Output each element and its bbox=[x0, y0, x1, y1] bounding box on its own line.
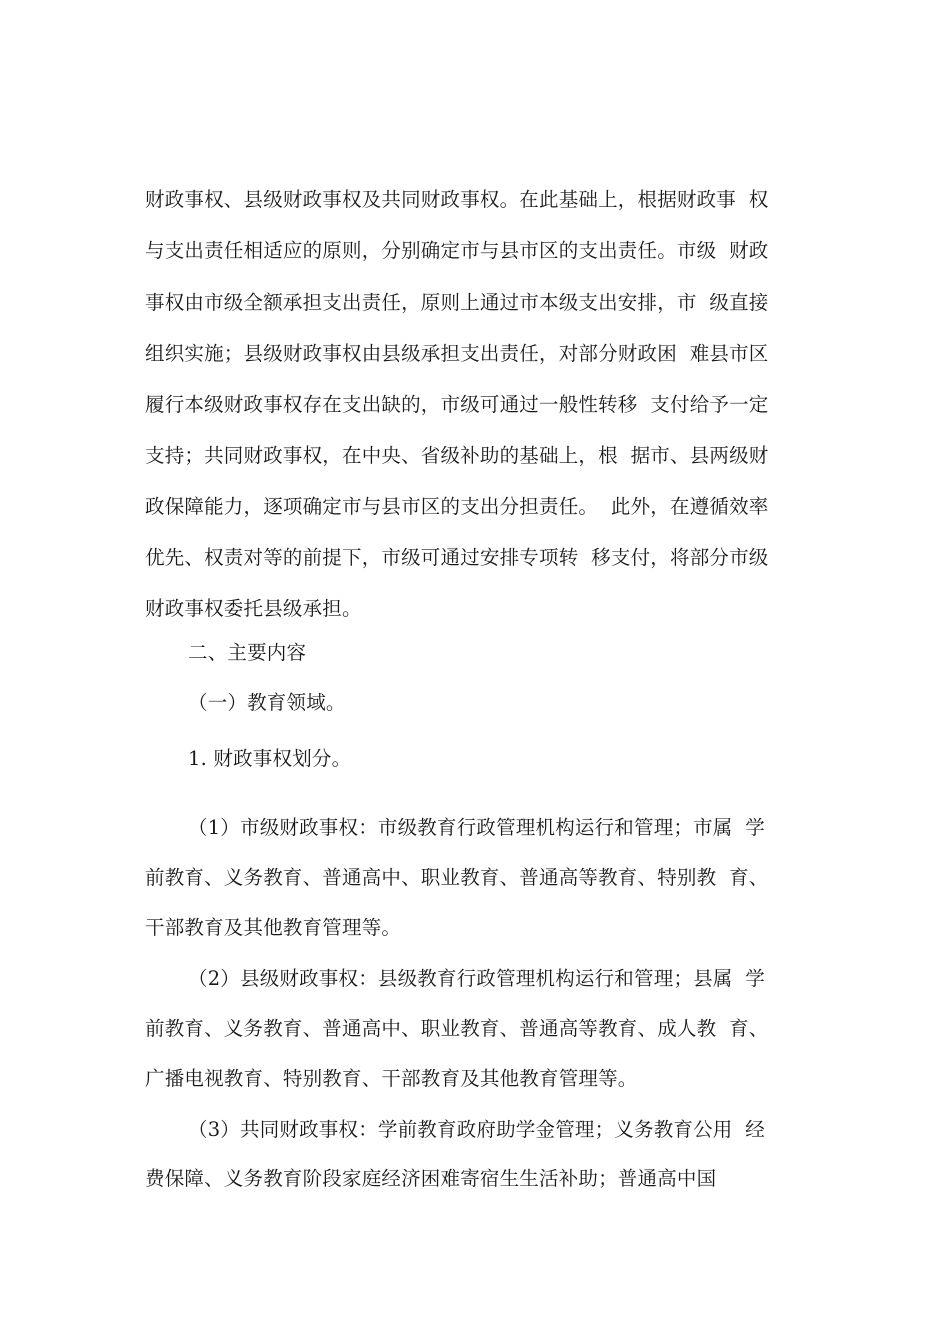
body-text-line: 与支出责任相适应的原则，分别确定市与县市区的支出责任。市级 财政 bbox=[145, 239, 769, 262]
body-text-line: 干部教育及其他教育管理等。 bbox=[145, 916, 402, 939]
body-text-line: （2）县级财政事权：县级教育行政管理机构运行和管理；县属 学 bbox=[188, 967, 766, 990]
body-text-line: 政保障能力，逐项确定市与县市区的支出分担责任。 此外，在遵循效率 bbox=[145, 495, 769, 518]
body-text-line: 财政事权委托县级承担。 bbox=[145, 597, 362, 620]
body-text-line: 事权由市级全额承担支出责任，原则上通过市本级支出安排，市 级直接 bbox=[145, 291, 769, 314]
body-text-line: 组织实施；县级财政事权由县级承担支出责任，对部分财政困 难县市区 bbox=[145, 342, 769, 365]
body-text-line: 前教育、义务教育、普通高中、职业教育、普通高等教育、特别教 育、 bbox=[145, 866, 769, 889]
body-text-line: 优先、权责对等的前提下，市级可通过安排专项转 移支付，将部分市级 bbox=[145, 546, 769, 569]
body-text-line: 费保障、义务教育阶段家庭经济困难寄宿生生活补助；普通高中国 bbox=[145, 1167, 717, 1190]
body-text-line: 前教育、义务教育、普通高中、职业教育、普通高等教育、成人教 育、 bbox=[145, 1017, 769, 1040]
body-text-line: 履行本级财政事权存在支出缺的，市级可通过一般性转移 支付给予一定 bbox=[145, 393, 769, 416]
body-text-line: 财政事权、县级财政事权及共同财政事权。在此基础上，根据财政事 权 bbox=[145, 188, 769, 211]
body-text-line: （1）市级财政事权：市级教育行政管理机构运行和管理；市属 学 bbox=[188, 816, 766, 839]
numbered-heading: 1. 财政事权划分。 bbox=[188, 747, 352, 770]
body-text-line: （3）共同财政事权：学前教育政府助学金管理；义务教育公用 经 bbox=[188, 1118, 766, 1141]
section-heading: 二、主要内容 bbox=[188, 641, 307, 664]
subsection-heading: （一）教育领域。 bbox=[188, 691, 346, 714]
body-text-line: 支持；共同财政事权，在中央、省级补助的基础上，根 据市、县两级财 bbox=[145, 444, 769, 467]
body-text-line: 广播电视教育、特别教育、干部教育及其他教育管理等。 bbox=[145, 1067, 638, 1090]
